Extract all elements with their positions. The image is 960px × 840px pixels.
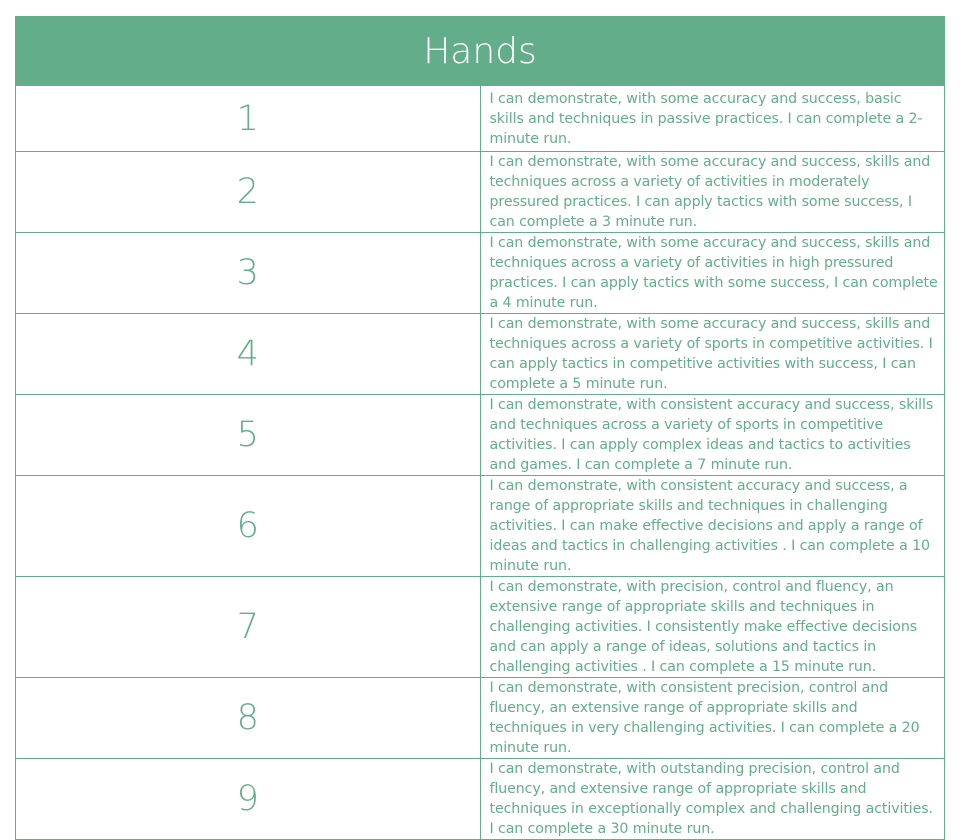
level-number: 3 bbox=[16, 233, 481, 314]
level-description: I can demonstrate, with some accuracy and success, skills and techniques across a variety of activities in high pressured practices. I can apply tactics with some success, I can complete a 4 minute run. bbox=[480, 233, 945, 314]
table-row bbox=[16, 233, 945, 314]
table-row bbox=[16, 86, 945, 152]
level-description: I can demonstrate, with consistent accuracy and success, skills and techniques across a variety of sports in competitive activities. I can apply complex ideas and tactics to activities and games. I can complete a 7 minute run. bbox=[480, 395, 945, 476]
level-number: 1 bbox=[16, 86, 481, 152]
level-number: 7 bbox=[16, 577, 481, 678]
table-row bbox=[16, 395, 945, 476]
level-number: 4 bbox=[16, 314, 481, 395]
page-title: Hands bbox=[16, 17, 945, 86]
level-description: I can demonstrate, with precision, control and fluency, an extensive range of appropriate skills and techniques in challenging activities. I consistently make effective decisions and can apply a range of ideas, solutions and tactics in challenging activities . I can complete a 15 minute run. bbox=[480, 577, 945, 678]
level-number: 6 bbox=[16, 476, 481, 577]
table-row bbox=[16, 314, 945, 395]
level-description: I can demonstrate, with consistent precision, control and fluency, an extensive range of appropriate skills and techniques in very challenging activities. I can complete a 20 minute run. bbox=[480, 678, 945, 759]
table-header-row bbox=[16, 17, 945, 86]
level-description: I can demonstrate, with some accuracy and success, basic skills and techniques in passive practices. I can complete a 2-minute run. bbox=[480, 86, 945, 152]
table-row bbox=[16, 152, 945, 233]
level-description: I can demonstrate, with some accuracy and success, skills and techniques across a variety of sports in competitive activities. I can apply tactics in competitive activities with success, I can complete a 5 minute run. bbox=[480, 314, 945, 395]
table-row bbox=[16, 577, 945, 678]
levels-table bbox=[15, 16, 945, 840]
table-row bbox=[16, 759, 945, 840]
level-number: 9 bbox=[16, 759, 481, 840]
level-number: 5 bbox=[16, 395, 481, 476]
table-row bbox=[16, 476, 945, 577]
level-number: 8 bbox=[16, 678, 481, 759]
level-description: I can demonstrate, with some accuracy and success, skills and techniques across a variety of activities in moderately pressured practices. I can apply tactics with some success, I can complete a 3 minute run. bbox=[480, 152, 945, 233]
level-number: 2 bbox=[16, 152, 481, 233]
level-description: I can demonstrate, with consistent accuracy and success, a range of appropriate skills and techniques in challenging activities. I can make effective decisions and apply a range of ideas and tactics in challenging activities . I can complete a 10 minute run. bbox=[480, 476, 945, 577]
level-description: I can demonstrate, with outstanding precision, control and fluency, and extensive range of appropriate skills and techniques in exceptionally complex and challenging activities. I can complete a 30 minute run. bbox=[480, 759, 945, 840]
table-row bbox=[16, 678, 945, 759]
